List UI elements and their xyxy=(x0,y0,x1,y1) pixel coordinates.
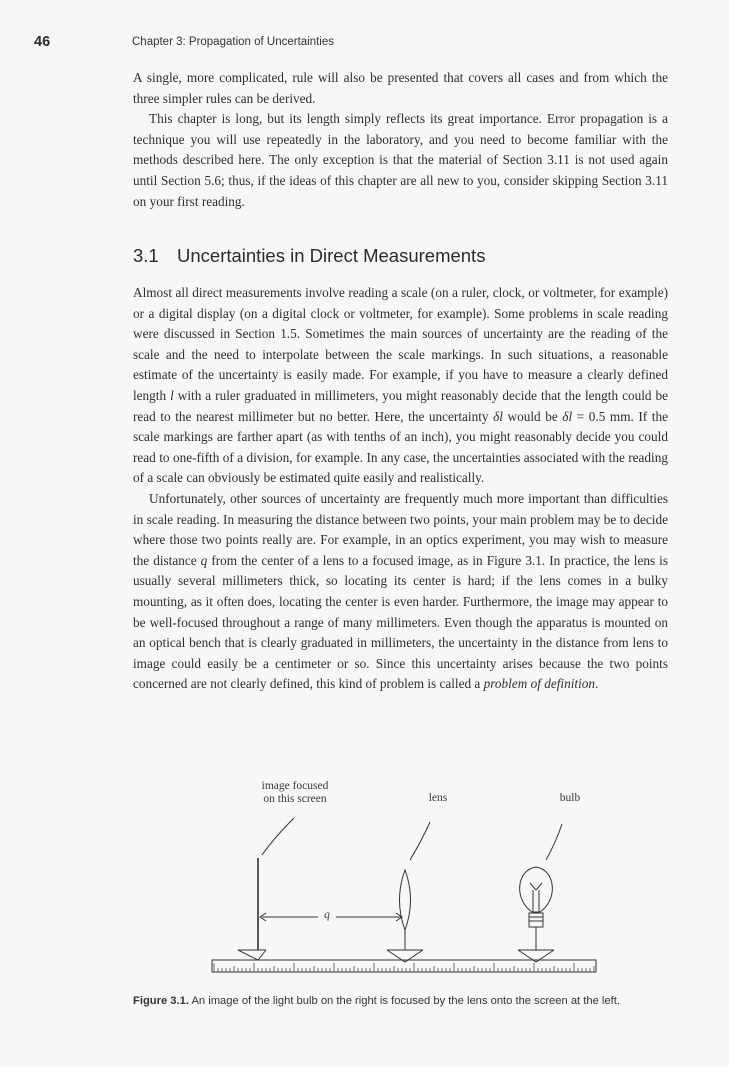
p1-text-b: with a ruler graduated in millimeters, you might reasonably decide that the length could be read to the nearest millimeter but no better. Here, the uncertainty xyxy=(133,387,668,424)
p2-text-c: . xyxy=(595,676,599,692)
label-screen-line-2: on this screen xyxy=(263,793,327,805)
leader-bulb xyxy=(546,824,562,860)
p1-text-d: = 0.5 mm. If the scale markings are farther apart (as with tenths of an inch), you might reasonably decide you could read to one-fifth of a division, for example. In any case, the uncertainties associated with the reading of a scale can obviously be estimated quite easily and realistically. xyxy=(133,408,668,486)
symbol-delta-l-2: δl xyxy=(562,408,573,424)
symbol-delta-l: δl xyxy=(493,408,503,424)
p2-text-a: Unfortunately, other sources of uncertainty are frequently much more important than difficulties in scale reading. In measuring the distance between two points, your main problem may be to decide where those two points really are. For example, in an optics experiment, you may wish to measure the distance xyxy=(133,490,668,568)
p1-text-a: Almost all direct measurements involve reading a scale (on a ruler, clock, or voltmeter, for example) or a digital display (on a digital clock or voltmeter, for example). Some problems in scale reading were discussed in Section 1.5. Sometimes the main sources of uncertainty are the reading of the scale and the need to interpolate between the scale markings. In such situations, a reasonable estimate of the uncertainty is easily made. For example, if you have to measure a clearly defined length xyxy=(133,285,668,403)
caption-text: An image of the light bulb on the right is focused by the lens onto the screen at the left. xyxy=(188,995,620,1007)
bulb-base xyxy=(529,913,543,927)
label-screen xyxy=(240,780,350,806)
intro-text xyxy=(133,68,668,212)
leader-lens xyxy=(410,822,430,860)
section-number: 3.1 xyxy=(133,245,159,266)
caption-label: Figure 3.1. xyxy=(133,995,189,1007)
bulb-filament xyxy=(530,883,542,890)
section-paragraph-2 xyxy=(133,489,668,695)
intro-paragraph-1: A single, more complicated, rule will also be presented that covers all cases and from which the three simpler rules can be derived. xyxy=(133,70,668,106)
intro-paragraph-2: This chapter is long, but its length simply reflects its great importance. Error propagation is a technique you will use repeatedly in the laboratory, and you need to become familiar with the methods described here. The only exception is that the material of Section 3.11 is not used again until Section 5.6; thus, if the ideas of this chapter are all new to you, consider skipping Section 3.11 on your first reading. xyxy=(133,111,668,209)
label-lens: lens xyxy=(428,792,448,804)
label-screen-line-1: image focused xyxy=(261,780,329,792)
label-bulb: bulb xyxy=(559,792,581,804)
optical-bench-diagram xyxy=(200,780,610,980)
section-heading xyxy=(133,245,485,267)
figure-optical-bench xyxy=(200,780,610,980)
section-title: Uncertainties in Direct Measurements xyxy=(177,245,486,266)
p2-text-b: from the center of a lens to a focused image, as in Figure 3.1. In practice, the lens is usually several millimeters thick, so locating its center is hard; if the lens comes in a bulky mounting, as it often does, locating the center is even harder. Furthermore, the image may appear to be well-focused throughout a range of many millimeters. Even though the apparatus is mounted on an optical bench that is clearly graduated in millimeters, the uncertainty in the distance from lens to image could easily be a centimeter or so. Since this uncertainty arises because the two points concerned are not clearly defined, this kind of problem is called a xyxy=(133,552,668,692)
bench-scale-ticks xyxy=(214,963,594,972)
section-paragraph-1 xyxy=(133,283,668,489)
leader-screen xyxy=(262,818,294,855)
section-body xyxy=(133,283,668,695)
lens xyxy=(400,870,411,930)
screen-mount xyxy=(238,950,266,960)
p1-text-c: would be xyxy=(502,408,563,424)
figure-caption xyxy=(133,994,668,1010)
symbol-q: q xyxy=(200,552,208,568)
label-q: q xyxy=(324,909,330,921)
symbol-l: l xyxy=(170,387,174,403)
page-number: 46 xyxy=(34,34,51,50)
running-head: Chapter 3: Propagation of Uncertainties xyxy=(132,36,335,48)
term-problem-of-definition: problem of definition xyxy=(483,676,596,692)
